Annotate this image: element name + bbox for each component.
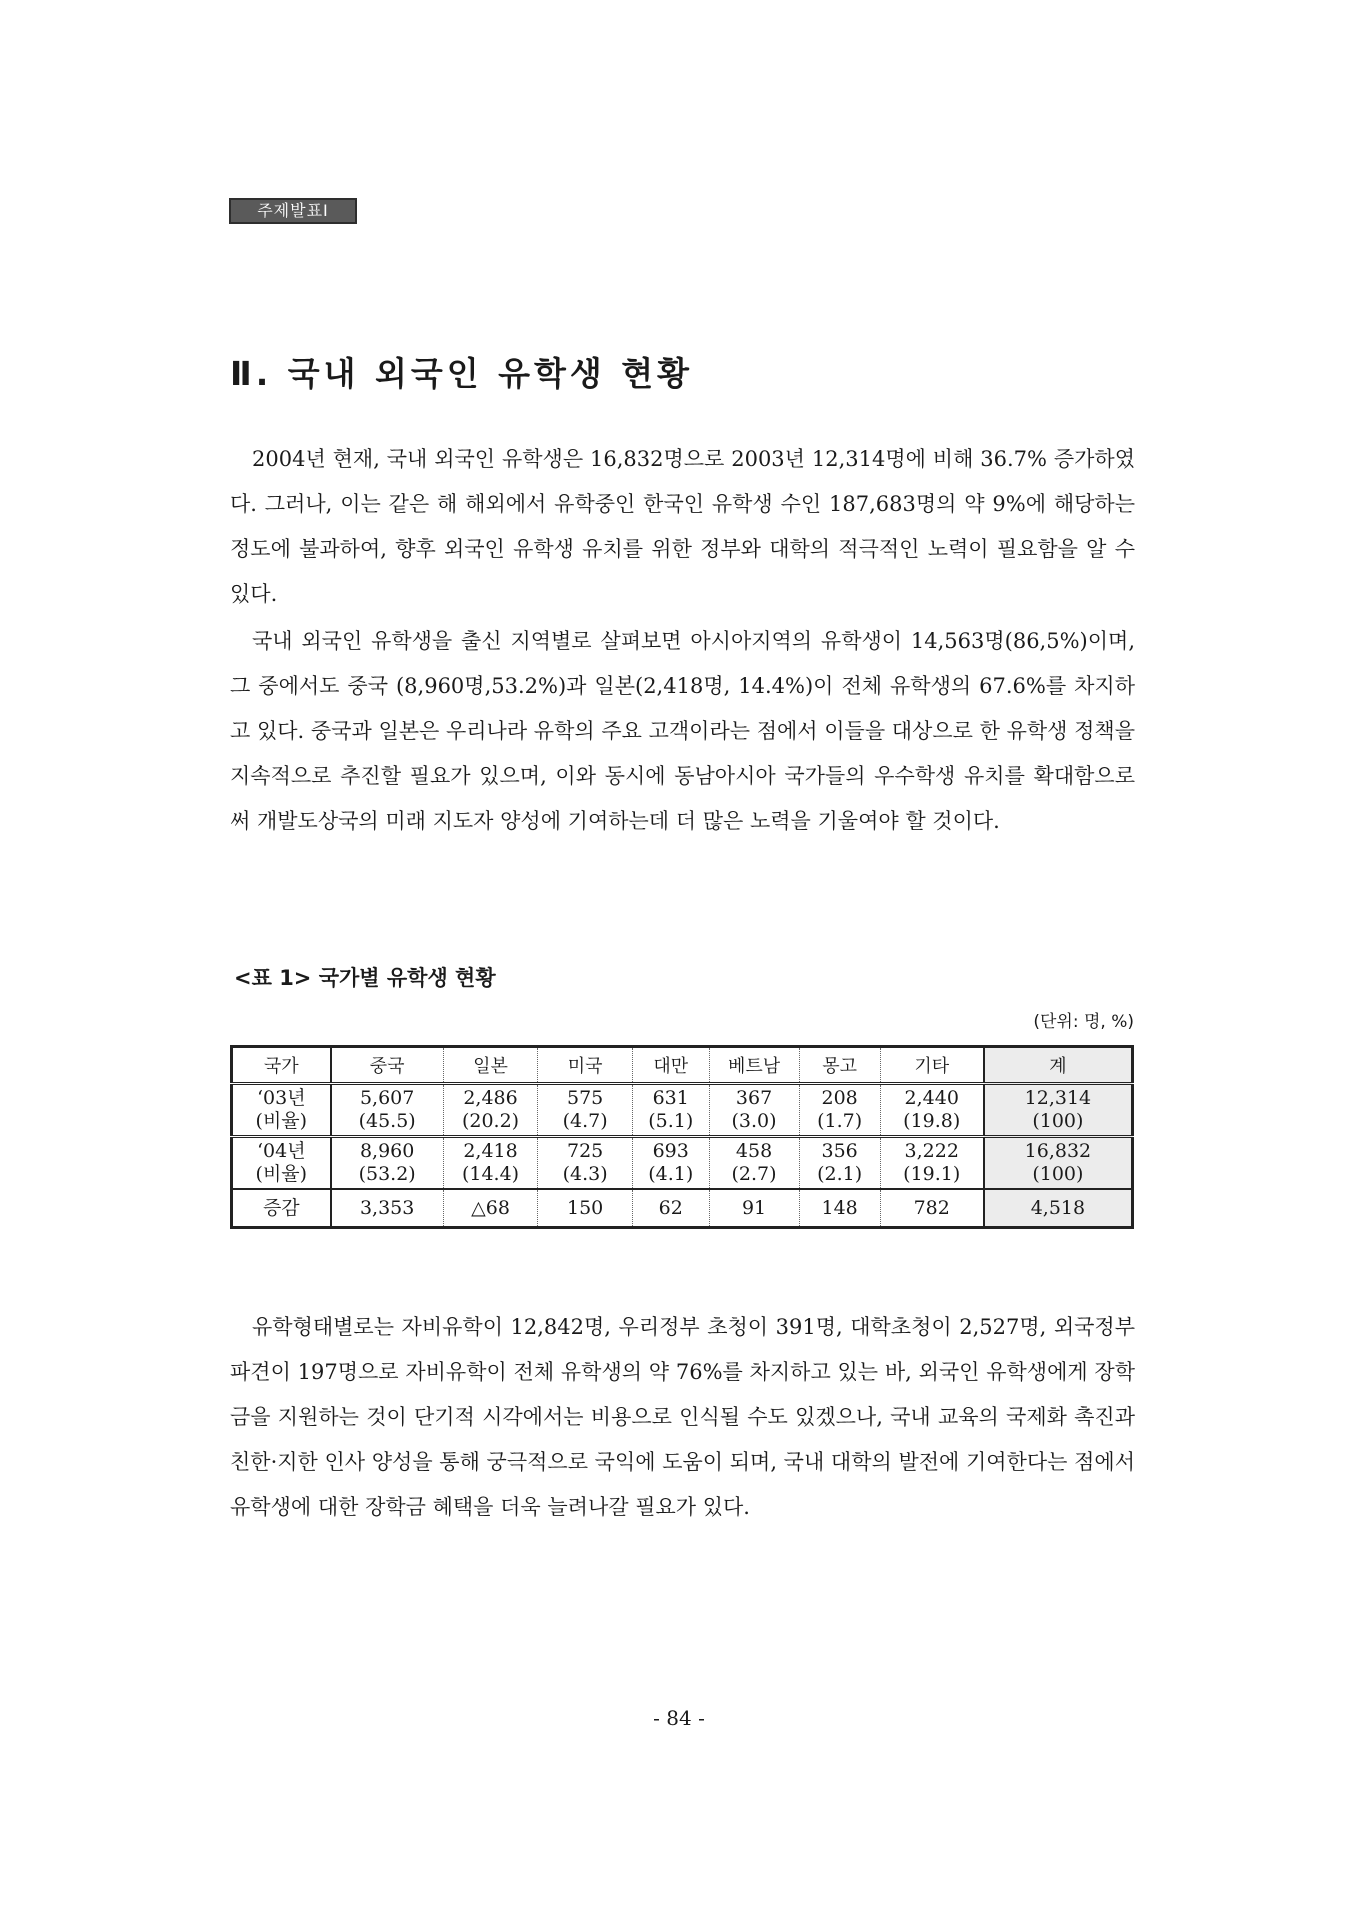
header-usa: 미국: [538, 1047, 633, 1084]
row-year: ‘03년: [257, 1087, 306, 1109]
cell-value: 2,418: [463, 1140, 518, 1162]
row-year: ‘04년: [257, 1140, 306, 1162]
cell-value: 16,832: [1024, 1140, 1092, 1162]
table-unit: (단위: 명, %): [1033, 1012, 1134, 1032]
cell-value: 12,314: [1024, 1087, 1092, 1109]
country-students-table: [230, 1045, 1134, 1229]
cell-ratio: (45.5): [358, 1110, 416, 1132]
cell-total: [984, 1084, 1133, 1137]
header-taiwan: 대만: [632, 1047, 709, 1084]
cell-ratio: (100): [1032, 1110, 1084, 1132]
cell-ratio: (1.7): [817, 1110, 863, 1132]
paragraph-3: 유학형태별로는 자비유학이 12,842명, 우리정부 초청이 391명, 대학초청이 2,527명, 외국정부파견이 197명으로 자비유학이 전체 유학생의 약 76%를 차지하고 있는 바, 외국인 유학생에게 장학금을 지원하는 것이 단기적 시각에서는 비용으로 인식될 수도 있겠으나, 국내 교육의 국제화 촉진과 친한·지한 인사 양성을 통해 궁극적으로 국익에 도움이 되며, 국내 대학의 발전에 기여한다는 점에서 유학생에 대한 장학금 혜택을 더욱 늘려나갈 필요가 있다.: [230, 1315, 1135, 1519]
cell-value: 8,960: [359, 1140, 415, 1162]
table-header-row: [232, 1047, 1133, 1084]
cell-ratio: (14.4): [461, 1163, 520, 1185]
cell-total: 4,518: [984, 1189, 1133, 1228]
row-sublabel: (비율): [255, 1163, 308, 1185]
cell-usa: [538, 1137, 633, 1190]
cell-vietnam: [709, 1084, 799, 1137]
cell-value: 5,607: [359, 1087, 415, 1109]
cell-value: 367: [735, 1087, 773, 1109]
cell-china: [331, 1137, 444, 1190]
cell-ratio: (100): [1032, 1163, 1084, 1185]
cell-china: 3,353: [331, 1189, 444, 1228]
cell-ratio: (2.1): [817, 1163, 863, 1185]
section-tag: 주제발표Ⅰ: [229, 198, 357, 224]
paragraph-1: 2004년 현재, 국내 외국인 유학생은 16,832명으로 2003년 12,314명에 비해 36.7% 증가하였다. 그러나, 이는 같은 해 해외에서 유학중인 한국인 유학생 수인 187,683명의 약 9%에 해당하는 정도에 불과하여, 향후 외국인 유학생 유치를 위한 정부와 대학의 적극적인 노력이 필요함을 알 수 있다.: [230, 447, 1135, 606]
cell-japan: △68: [443, 1189, 538, 1228]
cell-ratio: (20.2): [461, 1110, 520, 1132]
cell-value: 3,222: [904, 1140, 959, 1162]
cell-vietnam: 91: [709, 1189, 799, 1228]
cell-ratio: (19.8): [903, 1110, 961, 1132]
header-japan: 일본: [443, 1047, 538, 1084]
cell-mongolia: [799, 1137, 880, 1190]
cell-ratio: (19.1): [903, 1163, 961, 1185]
cell-taiwan: [632, 1084, 709, 1137]
cell-other: [880, 1137, 984, 1190]
cell-taiwan: 62: [632, 1189, 709, 1228]
cell-japan: [443, 1137, 538, 1190]
table-row: [232, 1084, 1133, 1137]
cell-china: [331, 1084, 444, 1137]
header-total: 계: [984, 1047, 1133, 1084]
header-other: 기타: [880, 1047, 984, 1084]
cell-ratio: (53.2): [358, 1163, 416, 1185]
header-china: 중국: [331, 1047, 444, 1084]
row-label: [232, 1084, 331, 1137]
cell-value: 2,440: [904, 1087, 959, 1109]
cell-value: 356: [821, 1140, 858, 1162]
cell-value: 208: [821, 1087, 858, 1109]
cell-total: [984, 1137, 1133, 1190]
table-row: [232, 1137, 1133, 1190]
row-sublabel: (비율): [255, 1110, 308, 1132]
page-number: - 84 -: [653, 1706, 705, 1730]
cell-value: 693: [652, 1140, 689, 1162]
cell-ratio: (4.3): [562, 1163, 608, 1185]
cell-mongolia: 148: [799, 1189, 880, 1228]
cell-ratio: (5.1): [648, 1110, 694, 1132]
row-label: 증감: [232, 1189, 331, 1228]
table-caption: <표 1> 국가별 유학생 현황: [234, 966, 496, 990]
section-title: Ⅱ. 국내 외국인 유학생 현황: [230, 354, 694, 393]
header-mongolia: 몽고: [799, 1047, 880, 1084]
cell-usa: 150: [538, 1189, 633, 1228]
table-row: [232, 1189, 1133, 1228]
header-country: 국가: [232, 1047, 331, 1084]
cell-value: 631: [652, 1087, 689, 1109]
cell-ratio: (4.7): [562, 1110, 608, 1132]
cell-taiwan: [632, 1137, 709, 1190]
cell-mongolia: [799, 1084, 880, 1137]
cell-ratio: (4.1): [648, 1163, 694, 1185]
cell-ratio: (2.7): [731, 1163, 777, 1185]
cell-value: 2,486: [463, 1087, 518, 1109]
cell-other: [880, 1084, 984, 1137]
cell-ratio: (3.0): [731, 1110, 777, 1132]
cell-japan: [443, 1084, 538, 1137]
cell-value: 458: [735, 1140, 773, 1162]
cell-usa: [538, 1084, 633, 1137]
cell-other: 782: [880, 1189, 984, 1228]
row-label: [232, 1137, 331, 1190]
cell-value: 725: [566, 1140, 604, 1162]
header-vietnam: 베트남: [709, 1047, 799, 1084]
cell-value: 575: [566, 1087, 604, 1109]
cell-vietnam: [709, 1137, 799, 1190]
paragraph-2: 국내 외국인 유학생을 출신 지역별로 살펴보면 아시아지역의 유학생이 14,563명(86,5%)이며, 그 중에서도 중국 (8,960명,53.2%)과 일본(2,418명, 14.4%)이 전체 유학생의 67.6%를 차지하고 있다. 중국과 일본은 우리나라 유학의 주요 고객이라는 점에서 이들을 대상으로 한 유학생 정책을 지속적으로 추진할 필요가 있으며, 이와 동시에 동남아시아 국가들의 우수학생 유치를 확대함으로써 개발도상국의 미래 지도자 양성에 기여하는데 더 많은 노력을 기울여야 할 것이다.: [230, 629, 1135, 833]
